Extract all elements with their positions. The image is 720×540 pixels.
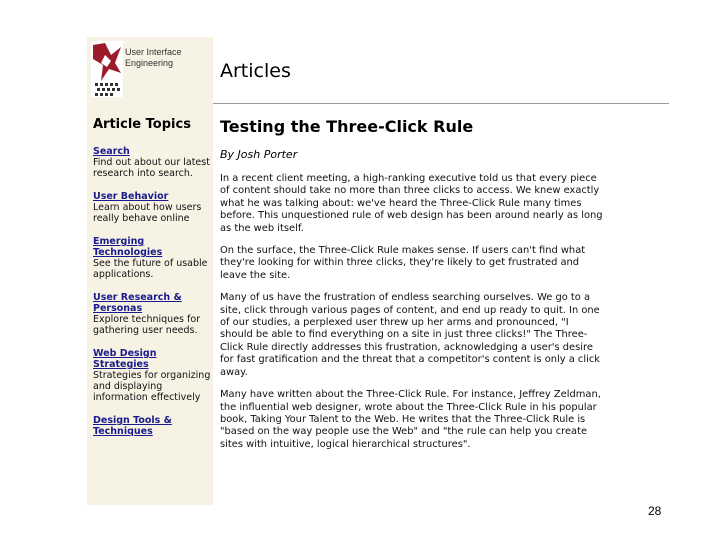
logo-line: Engineering: [125, 58, 174, 68]
sidebar: [87, 37, 213, 505]
topic-list: [93, 146, 211, 449]
article-topics-heading: Article Topics: [93, 117, 191, 132]
logo-line: User Interface: [125, 47, 182, 57]
article-title: Testing the Three-Click Rule: [220, 117, 474, 136]
topic-link-design-tools[interactable]: Design Tools & Techniques: [93, 415, 172, 437]
topic-link-emerging-technologies[interactable]: Emerging Technologies: [93, 236, 163, 258]
topic-description: Learn about how users really behave online: [93, 202, 202, 224]
logo-wordmark: [125, 47, 182, 69]
topic-link-web-design-strategies[interactable]: Web Design Strategies: [93, 348, 157, 370]
article-paragraph: Many have written about the Three-Click Rule. For instance, Jeffrey Zeldman, the influential web designer, wrote about the Three-Click Rule in his popular book, Taking Your Talent to the Web. He writes that the Three-Click Rule is "based on the way people use the Web" and "the rule can help you create sites with intuitive, logical hierarchical structures".: [220, 389, 601, 450]
topic-item-design-tools: [93, 415, 211, 437]
topic-link-search[interactable]: Search: [93, 146, 130, 157]
topic-item-user-behavior: [93, 191, 211, 224]
uie-logo: [91, 41, 213, 101]
topic-link-user-research[interactable]: User Research & Personas: [93, 292, 182, 314]
topic-item-user-research: [93, 292, 211, 336]
topic-description: Explore techniques for gathering user needs.: [93, 314, 201, 336]
topic-item-web-design-strategies: [93, 348, 211, 403]
topic-item-emerging-technologies: [93, 236, 211, 280]
page-number: 28: [648, 504, 662, 518]
article-paragraph: Many of us have the frustration of endless searching ourselves. We go to a site, click through various pages of content, and end up ready to quit. In one of our studies, a perplexed user threw up her arms and pronounced, "I should be able to find everything on a site in just three clicks!" The Three-Click Rule directly addresses this frustration, acknowledging a user's desire for fast gratification and the threat that a competitor's content is only a click away.: [220, 292, 600, 378]
header-divider: [213, 103, 669, 104]
topic-description: Strategies for organizing and displaying information effectively: [93, 370, 211, 403]
topic-description: See the future of usable applications.: [93, 258, 208, 280]
logo-mark-icon: [91, 41, 123, 97]
topic-description: Find out about our latest research into search.: [93, 157, 210, 179]
topic-item-search: [93, 146, 211, 179]
article-paragraph: On the surface, the Three-Click Rule makes sense. If users can't find what they're looking for within three clicks, they're likely to get frustrated and leave the site.: [220, 245, 586, 281]
topic-link-user-behavior[interactable]: User Behavior: [93, 191, 169, 202]
article-paragraph: In a recent client meeting, a high-ranking executive told us that every piece of content should take no more than three clicks to access. We knew exactly what he was talking about: we've heard the Three-Click Rule many times before. This unquestioned rule of web design has been around nearly as long as the web itself.: [220, 173, 603, 234]
article: [220, 117, 670, 461]
article-byline: By Josh Porter: [220, 148, 298, 161]
page-title: Articles: [220, 60, 291, 82]
